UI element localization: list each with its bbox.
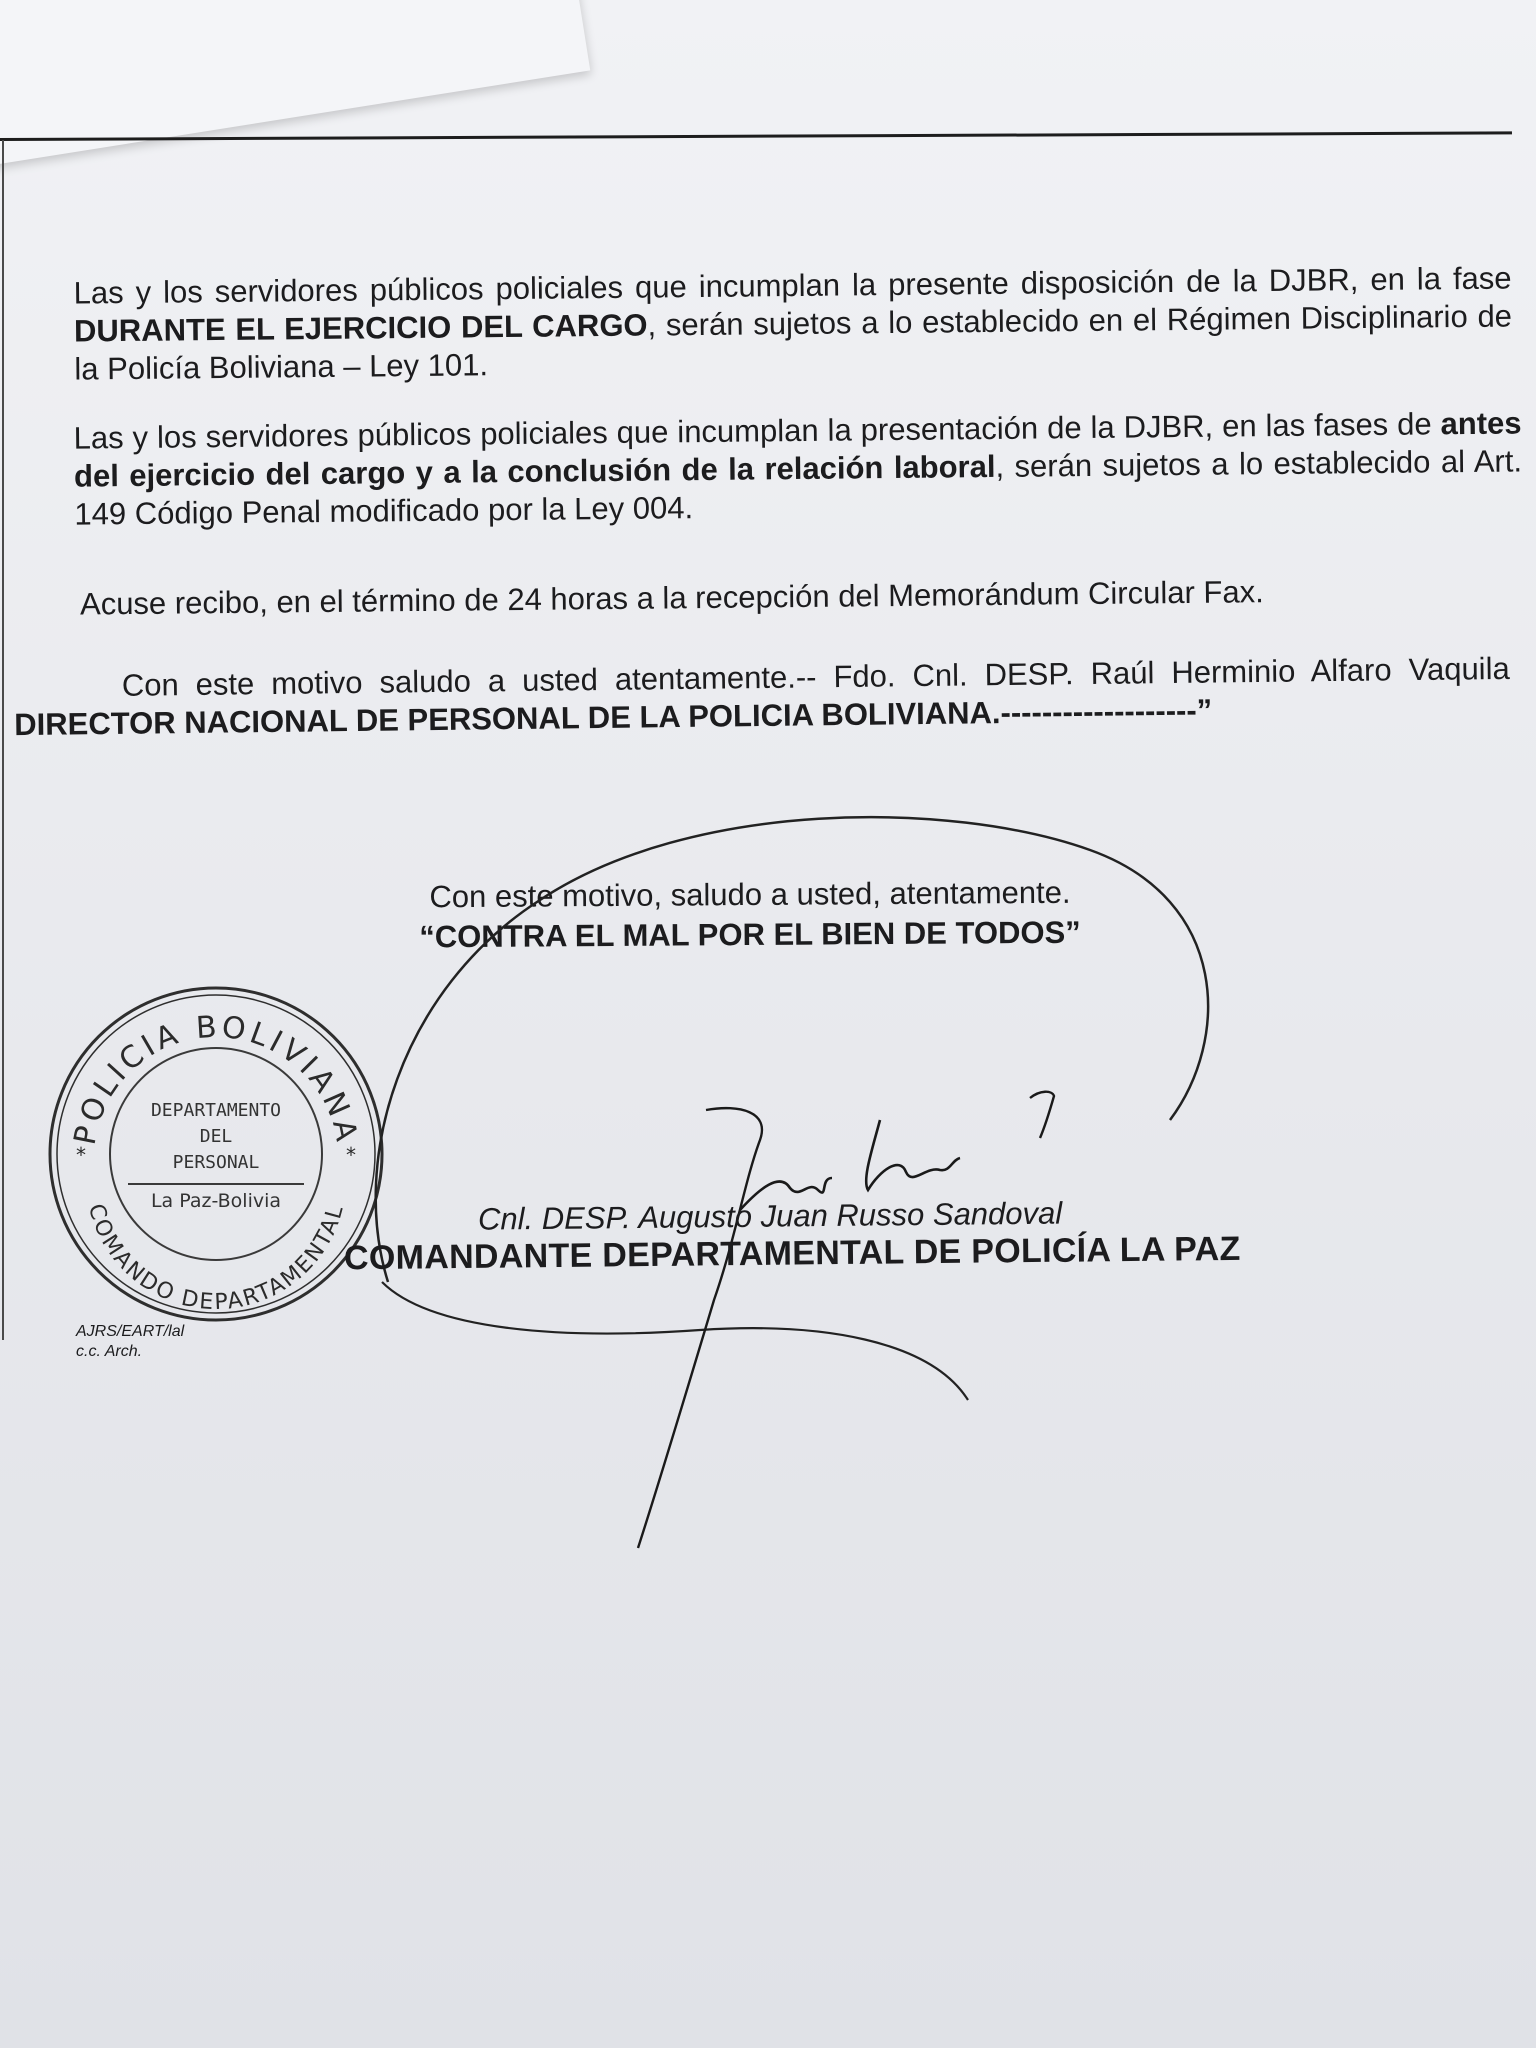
margin-rule [2,140,4,1340]
stamp-text-line: PERSONAL [172,1152,260,1173]
paragraph-quoted-signature [14,650,1511,744]
svg-text:POLICIA BOLIVIANA: POLICIA BOLIVIANA [67,1009,365,1148]
paragraph-acknowledgement: Acuse recibo, en el término de 24 horas a la recepción del Memorándum Circular Fax. [79,574,1264,622]
folded-paper-corner [0,0,590,167]
paragraph-bold-text: DURANTE EL EJERCICIO DEL CARGO [73,307,648,349]
reference-initials: AJRS/EART/lal [76,1323,185,1340]
signer-name: Cnl. DESP. Augusto Juan Russo Sandoval [477,1195,1063,1237]
paragraph-text: Las y los servidores públicos policiales que incumplan la presentación de la DJBR, en las fases de [73,406,1441,456]
paragraph-text: , serán sujetos a lo establecido en el Régimen Disciplinario de la Policía Boliviana – Ley 101. [74,298,1513,387]
svg-text:*: * [76,1143,86,1167]
signer-title: COMANDANTE DEPARTAMENTAL DE POLICÍA LA PAZ [343,1229,1241,1278]
paragraph-bold-text: DIRECTOR NACIONAL DE PERSONAL DE LA POLICIA BOLIVIANA.-------------------” [14,692,1213,743]
paragraph-penal [73,404,1522,533]
official-stamp [46,984,386,1324]
reference-block [76,1322,184,1362]
closing-salutation: Con este motivo, saludo a usted, atentamente. [429,874,1071,915]
svg-text:COMANDO DEPARTAMENTAL: COMANDO DEPARTAMENTAL [82,1201,350,1316]
stamp-text-line: DEL [199,1126,233,1147]
paragraph-text: , serán sujetos a lo establecido al Art. 149 Código Penal modificado por la Ley 004. [74,443,1523,532]
stamp-text-line: La Paz-Bolivia [150,1190,282,1212]
motto: “CONTRA EL MAL POR EL BIEN DE TODOS” [419,914,1081,955]
paragraph-text: Las y los servidores públicos policiales que incumplan la presente disposición de la DJBR, en la fase [73,260,1512,311]
stamp-text-line: DEPARTAMENTO [150,1100,282,1121]
paragraph-disciplinary [73,259,1512,388]
copy-note: c.c. Arch. [76,1343,143,1360]
header-rule [0,131,1512,141]
paragraph-bold-text: antes del ejercicio del cargo y a la conclusión de la relación laboral [73,405,1522,494]
paragraph-text: Con este motivo saludo a usted atentamente.-- Fdo. Cnl. DESP. Raúl Herminio Alfaro Vaquila [121,650,1510,703]
svg-text:*: * [346,1143,356,1167]
